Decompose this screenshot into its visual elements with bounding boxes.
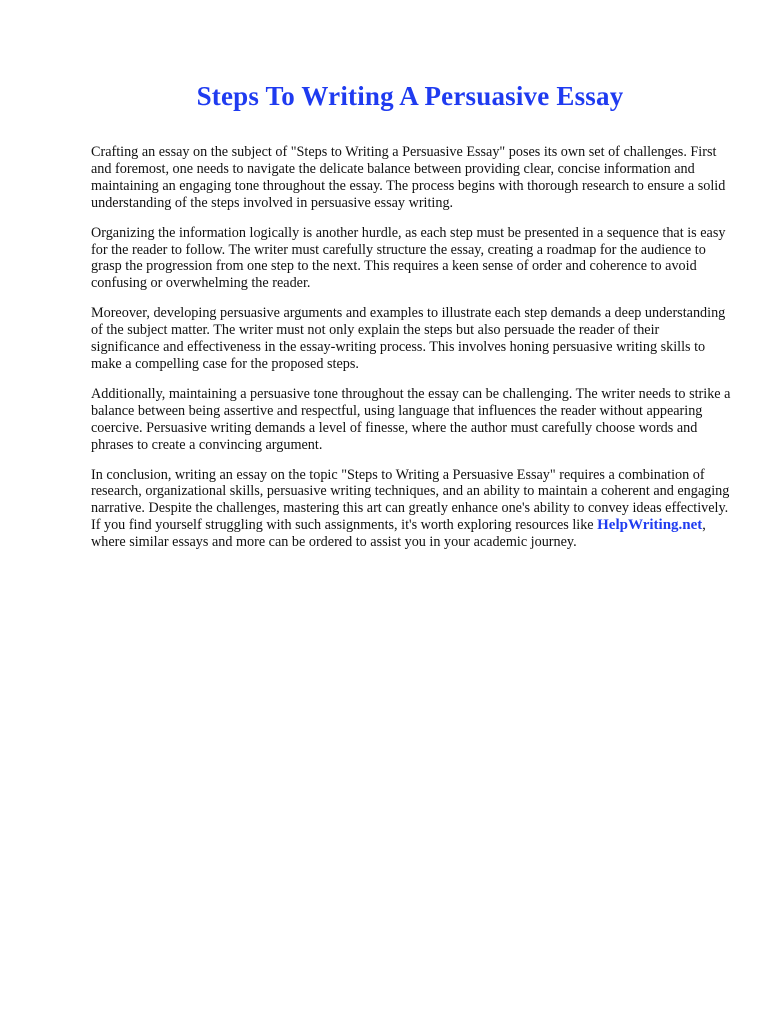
page-title: Steps To Writing A Persuasive Essay <box>196 81 624 111</box>
paragraph-3: Moreover, developing persuasive arguments and examples to illustrate each step demands a deep understanding of the subject matter. The writer must not only explain the steps but also persuade the reader of their significance and effectiveness in the essay-writing process. This involves honing persuasive writing skills to make a compelling case for the proposed steps. <box>91 305 726 372</box>
paragraph-conclusion <box>91 467 731 552</box>
conclusion-text-before-link: In conclusion, writing an essay on the topic "Steps to Writing a Persuasive Essay" requires a combination of research, organizational skills, persuasive writing techniques, and an ability to maintain a coherent and engaging narrative. Despite the challenges, mastering this art can greatly enhance one's ability to convey ideas effectively. If you find yourself struggling with such assignments, it's worth exploring resources like <box>91 466 730 534</box>
helpwriting-link[interactable]: HelpWriting.net <box>597 517 703 534</box>
paragraph-2: Organizing the information logically is another hurdle, as each step must be presented in a sequence that is easy for the reader to follow. The writer must carefully structure the essay, creating a roadmap for the audience to grasp the progression from one step to the next. This requires a keen sense of order and coherence to avoid confusing or overwhelming the reader. <box>91 224 726 292</box>
paragraph-4: Additionally, maintaining a persuasive tone throughout the essay can be challenging. The writer needs to strike a balance between being assertive and respectful, using language that influences the reader without appearing coercive. Persuasive writing demands a level of finesse, where the author must carefully choose words and phrases to create a convincing argument. <box>91 385 731 453</box>
conclusion-text-after-link: , where similar essays and more can be ordered to assist you in your academic journey. <box>91 517 706 551</box>
essay-body <box>91 144 731 564</box>
paragraph-1: Crafting an essay on the subject of "Steps to Writing a Persuasive Essay" poses its own set of challenges. First and foremost, one needs to navigate the delicate balance between providing clear, concise information and maintaining an engaging tone throughout the essay. The process begins with thorough research to ensure a solid understanding of the steps involved in persuasive essay writing. <box>91 144 726 211</box>
